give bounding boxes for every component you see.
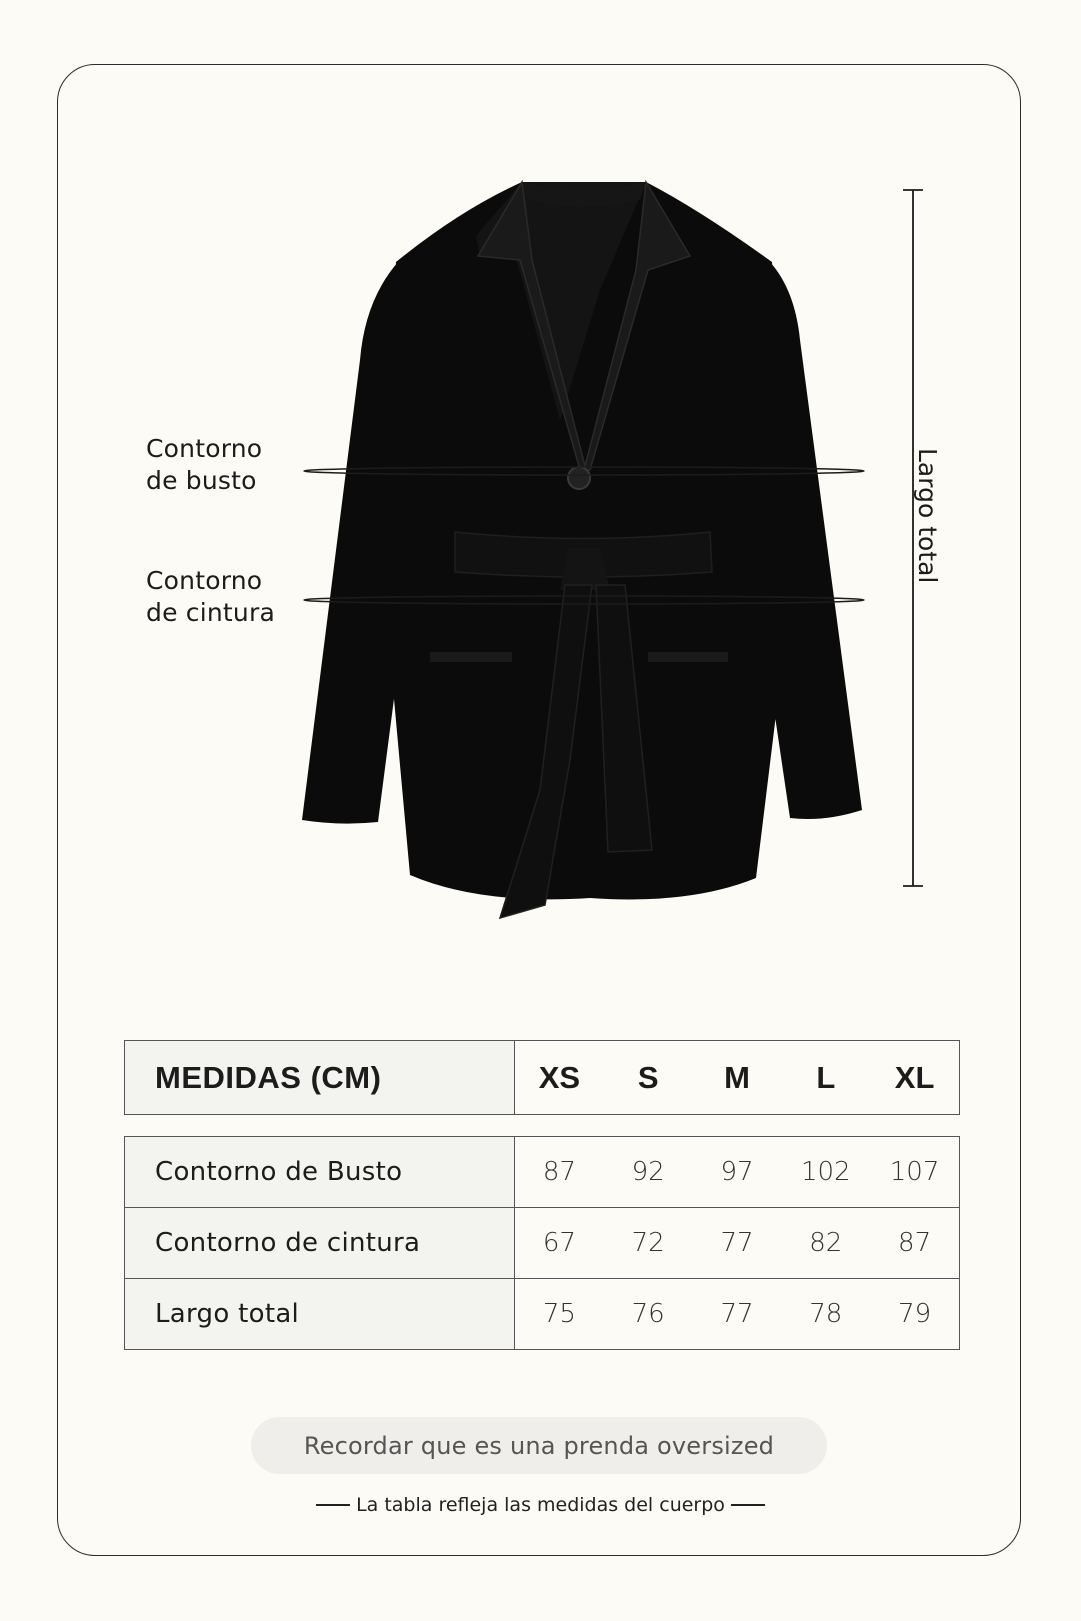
- footer-note: [0, 1494, 1081, 1516]
- size-table: [124, 1136, 960, 1350]
- measurements-header: MEDIDAS (CM): [125, 1041, 515, 1115]
- footer-text: La tabla refleja las medidas del cuerpo: [356, 1494, 725, 1516]
- table-row: [125, 1137, 960, 1208]
- size-xs: XS: [538, 1059, 581, 1095]
- cell-value: 87: [542, 1157, 576, 1187]
- cell-value: 77: [720, 1299, 754, 1329]
- divider-left: [316, 1504, 350, 1506]
- size-m: M: [724, 1059, 750, 1095]
- table-row: [125, 1279, 960, 1350]
- row-label: Contorno de cintura: [125, 1208, 515, 1279]
- row-label: Largo total: [125, 1279, 515, 1350]
- size-s: S: [637, 1059, 659, 1095]
- cell-value: 79: [898, 1299, 932, 1329]
- cell-value: 76: [631, 1299, 665, 1329]
- cell-value: 72: [631, 1228, 665, 1258]
- size-l: L: [816, 1059, 836, 1095]
- cell-value: 75: [542, 1299, 576, 1329]
- size-xl: XL: [894, 1059, 935, 1095]
- row-label: Contorno de Busto: [125, 1137, 515, 1208]
- cell-value: 67: [542, 1228, 576, 1258]
- size-columns: [515, 1041, 960, 1115]
- length-label: Largo total: [913, 448, 942, 584]
- divider-right: [731, 1504, 765, 1506]
- cell-value: 82: [809, 1228, 843, 1258]
- oversized-note: Recordar que es una prenda oversized: [251, 1417, 827, 1474]
- bust-label: Contorno de busto: [146, 434, 263, 495]
- cell-value: 77: [720, 1228, 754, 1258]
- cell-value: 78: [809, 1299, 843, 1329]
- cell-value: 97: [720, 1157, 754, 1187]
- waist-label: Contorno de cintura: [146, 566, 275, 627]
- cell-value: 92: [631, 1157, 665, 1187]
- cell-value: 87: [898, 1228, 932, 1258]
- table-row: [125, 1208, 960, 1279]
- cell-value: 107: [889, 1157, 940, 1187]
- cell-value: 102: [800, 1157, 851, 1187]
- size-table-header: [124, 1040, 960, 1115]
